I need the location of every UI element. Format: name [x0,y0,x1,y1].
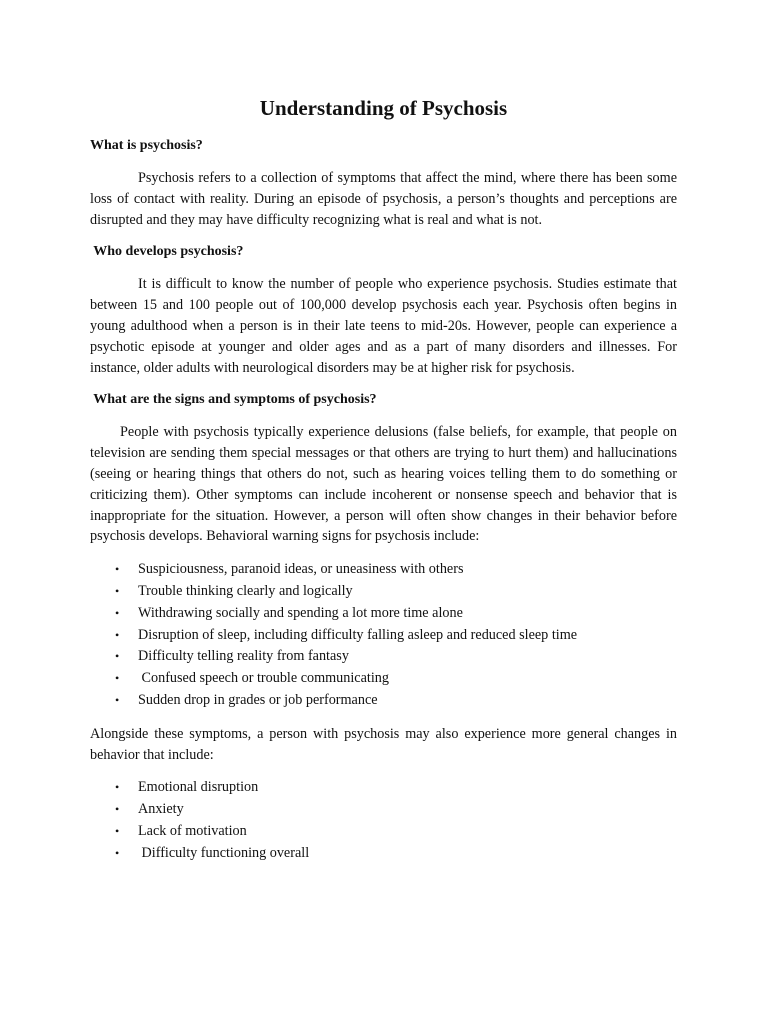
list-item-text: Suspiciousness, paranoid ideas, or uneasiness with others [138,561,464,578]
list-item [90,668,677,690]
list-item-text: Lack of motivation [138,822,247,839]
list-item-text: Trouble thinking clearly and logically [138,582,353,599]
section-paragraph-signs-symptoms: People with psychosis typically experience delusions (false beliefs, for example, that people on television are sending them special messages or that others are trying to hurt them) and hallucinations (seeing or hearing things that others do not, such as hearing voices telling them to do something or criticizing them). Other symptoms can include incoherent or nonsense speech and behavior that is inappropriate for the situation. However, a person will often show changes in their behavior before psychosis develops. Behavioral warning signs for psychosis include: [90,424,677,545]
bullet-icon: • [115,562,120,577]
bullet-icon: • [115,823,120,838]
list-item [90,690,677,712]
document-title: Understanding of Psychosis [259,96,508,120]
general-changes-intro: Alongside these symptoms, a person with psychosis may also experience more general changes in behavior that include: [90,725,677,763]
warning-signs-list [90,559,677,712]
list-item-text: Difficulty telling reality from fantasy [138,648,349,665]
bullet-icon: • [115,845,120,860]
bullet-icon: • [115,802,120,817]
section-heading-who-develops: Who develops psychosis? [90,244,244,260]
bullet-icon: • [115,605,120,620]
bullet-icon: • [115,671,120,686]
list-item [90,821,677,843]
list-item-text: Sudden drop in grades or job performance [138,691,378,708]
list-item-text: Disruption of sleep, including difficulty falling asleep and reduced sleep time [138,626,578,643]
list-item [90,625,677,647]
list-item-text: Emotional disruption [138,779,259,796]
bullet-icon: • [115,649,120,664]
list-item-text: Anxiety [138,801,184,818]
bullet-icon: • [115,780,120,795]
list-item-text: Difficulty functioning overall [138,844,310,861]
section-heading-what-is-psychosis: What is psychosis? [90,138,203,153]
general-changes-list [90,777,677,864]
bullet-icon: • [115,583,120,598]
document-page [90,94,677,877]
section-paragraph-who-develops: It is difficult to know the number of people who experience psychosis. Studies estimate that between 15 and 100 people out of 100,000 develop psychosis each year. Psychosis often begins in young adulthood when a person is in their late teens to mid-20s. However, people can experience a psychotic episode at younger and older ages and as a part of many disorders and illnesses. For instance, older adults with neurological disorders may be at higher risk for psychosis. [90,276,677,376]
bullet-icon: • [115,627,120,642]
list-item-text: Confused speech or trouble communicating [138,670,389,687]
list-item [90,843,677,865]
section-heading-signs-symptoms: What are the signs and symptoms of psychosis? [90,392,377,408]
list-item [90,603,677,625]
list-item-text: Withdrawing socially and spending a lot more time alone [138,604,463,621]
list-item [90,777,677,799]
list-item [90,559,677,581]
section-paragraph-what-is-psychosis: Psychosis refers to a collection of symptoms that affect the mind, where there has been some loss of contact with reality. During an episode of psychosis, a person’s thoughts and perceptions are disrupted and they may have difficulty recognizing what is real and what is not. [90,170,677,228]
bullet-icon: • [115,692,120,707]
list-item [90,799,677,821]
list-item [90,581,677,603]
list-item [90,646,677,668]
